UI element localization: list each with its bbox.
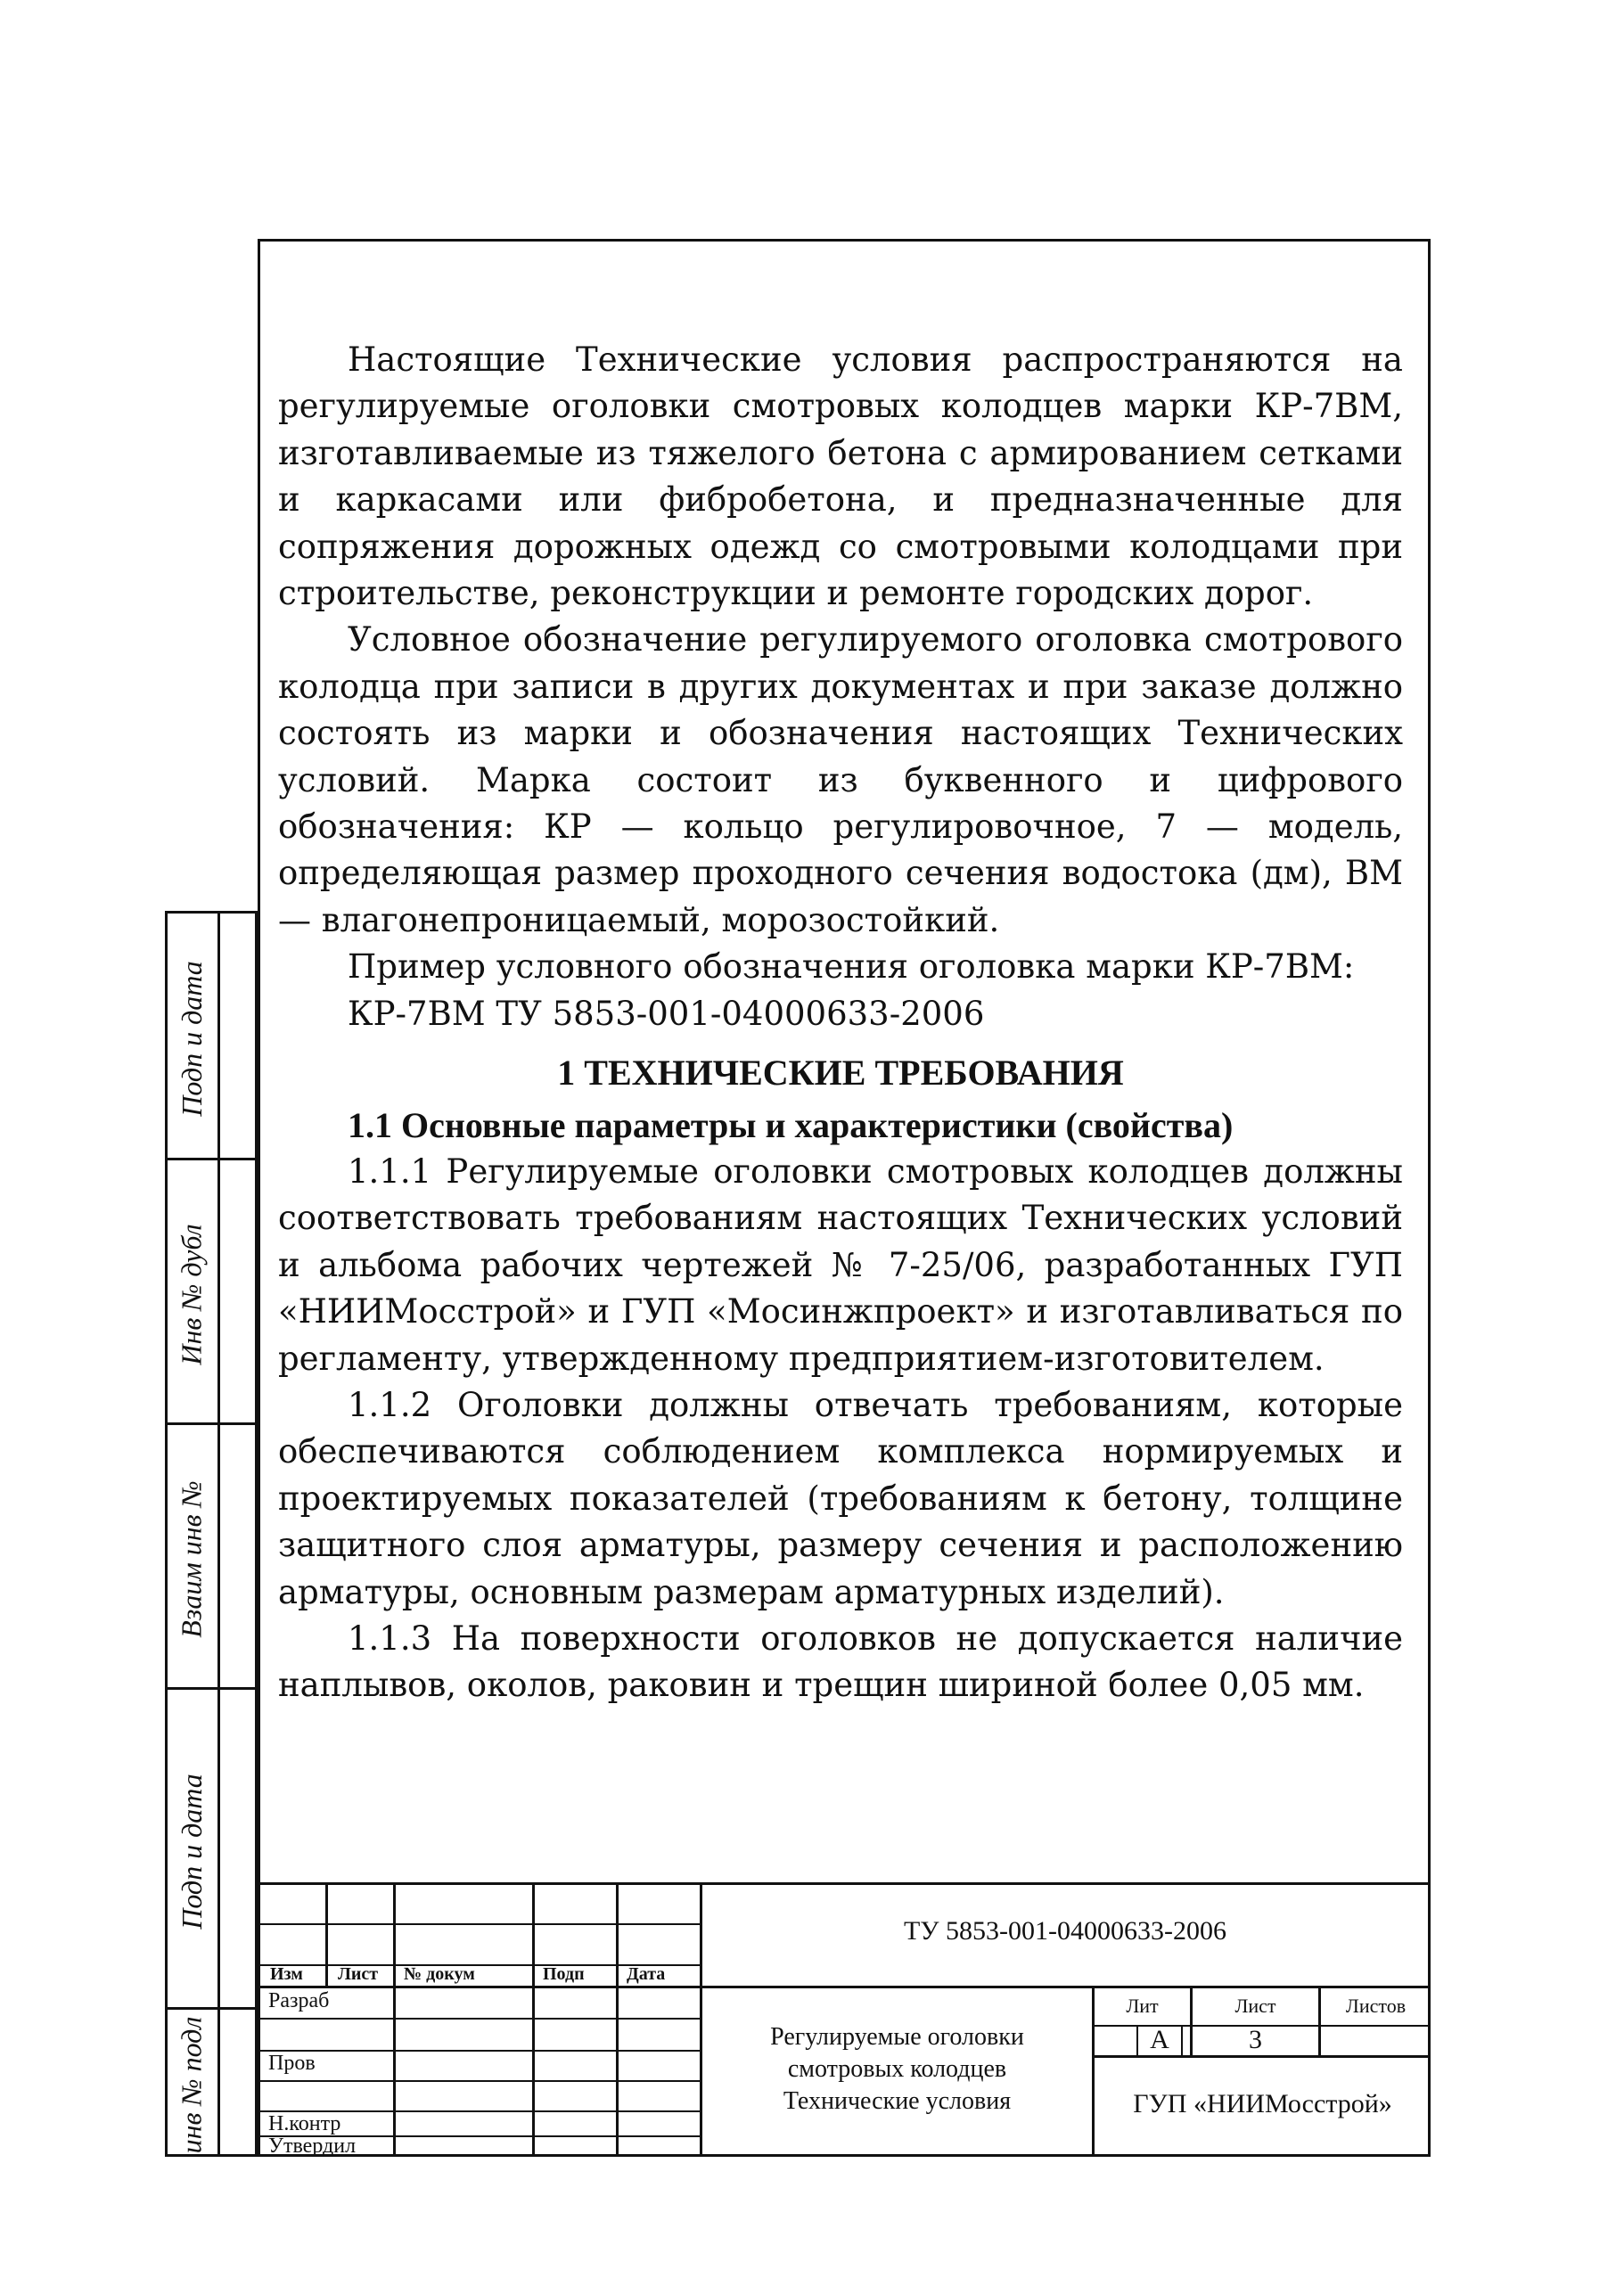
row-developer: Разраб xyxy=(268,1989,330,2012)
margin-cell-signature-bottom xyxy=(165,1687,258,2010)
margin-cell-dupl xyxy=(165,1158,258,1425)
example-designation: КР-7ВМ ТУ 5853-001-04000633-2006 xyxy=(348,994,985,1033)
doc-name-line-1: Регулируемые оголовки xyxy=(770,2023,1024,2051)
margin-label-inv-original: инв № подл xyxy=(175,2016,208,2153)
sheet-number: 3 xyxy=(1249,2025,1262,2054)
subsection-heading: 1.1 Основные параметры и характеристики (свойства) xyxy=(348,1104,1234,1145)
clause-1-1-2: 1.1.2 Оголовки должны отвечать требованиям, которые обеспечиваются соблюдением комплекса нормируемых и проектируемых показателей (требованиям к бетону, толщине защитного слоя арматуры, размеру сечения и расположению арматуры, основным размерам арматурных изделий). xyxy=(278,1385,1403,1611)
header-litera: Лит xyxy=(1126,1995,1159,2017)
designation-paragraph: Условное обозначение регулируемого оголовка смотрового колодца при записи в других документах и при заказе должно состоять из марки и обозначения настоящих Технических условий. Марка состоит из буквенного и цифрового обозначения: КР — кольцо регулировочное, 7 — модель, определяющая размер проходного сечения водостока (дм), ВМ — влагонепроницаемый, морозостойкий. xyxy=(278,620,1403,939)
margin-label-signature-date-2: Подп и дата xyxy=(175,1773,208,1930)
margin-stamp xyxy=(165,911,258,2157)
col-signature: Подп xyxy=(543,1964,585,1984)
col-doc-number: № докум xyxy=(404,1964,475,1984)
margin-label-inv-dupl: Инв № дубл xyxy=(175,1223,208,1365)
col-sheet: Лист xyxy=(338,1964,379,1984)
clause-1-1-3: 1.1.3 На поверхности оголовков не допускается наличие наплывов, околов, раковин и трещин шириной более 0,05 мм. xyxy=(278,1618,1403,1705)
margin-cell-replace xyxy=(165,1422,258,1690)
doc-name-line-3: Технические условия xyxy=(783,2087,1012,2115)
intro-paragraph: Настоящие Технические условия распространяются на регулируемые оголовки смотровых колодцев марки КР-7ВМ, изготавливаемые из тяжелого бетона с армированием сетками и каркасами или фибробетона, и предназначенные для сопряжения дорожных одежд со смотровыми колодцами при строительстве, реконструкции и ремонте городских дорог. xyxy=(278,340,1403,613)
header-sheet: Лист xyxy=(1234,1995,1276,2017)
row-approved: Утвердил xyxy=(268,2135,357,2158)
margin-label-replace-inv: Взаим инв № xyxy=(175,1479,208,1638)
litera-value: А xyxy=(1150,2025,1169,2054)
example-paragraph: Пример условного обозначения оголовка марки КР-7ВМ: xyxy=(348,947,1355,987)
col-change: Изм xyxy=(270,1964,303,1984)
organization-name: ГУП «НИИМосстрой» xyxy=(1133,2089,1392,2118)
document-body xyxy=(278,337,1403,1709)
doc-name-line-2: смотровых колодцев xyxy=(787,2055,1007,2083)
margin-cell-signature-top xyxy=(165,911,258,1160)
col-date: Дата xyxy=(627,1964,666,1984)
header-sheets-total: Листов xyxy=(1345,1995,1407,2017)
margin-label-signature-date: Подп и дата xyxy=(175,960,208,1117)
row-norm-control: Н.контр xyxy=(268,2112,341,2135)
title-block xyxy=(258,1882,1431,2157)
margin-cell-original xyxy=(165,2007,258,2157)
row-checked: Пров xyxy=(268,2052,316,2075)
document-code: ТУ 5853-001-04000633-2006 xyxy=(903,1916,1227,1946)
clause-1-1-1: 1.1.1 Регулируемые оголовки смотровых колодцев должны соответствовать требованиям настоящих Технических условий и альбома рабочих чертежей № 7-25/06, разработанных ГУП «НИИМосстрой» и ГУП «Мосинжпроект» и изготавливаться по регламенту, утвержденному предприятием-изготовителем. xyxy=(278,1151,1403,1378)
section-heading: 1 ТЕХНИЧЕСКИЕ ТРЕБОВАНИЯ xyxy=(557,1053,1124,1094)
